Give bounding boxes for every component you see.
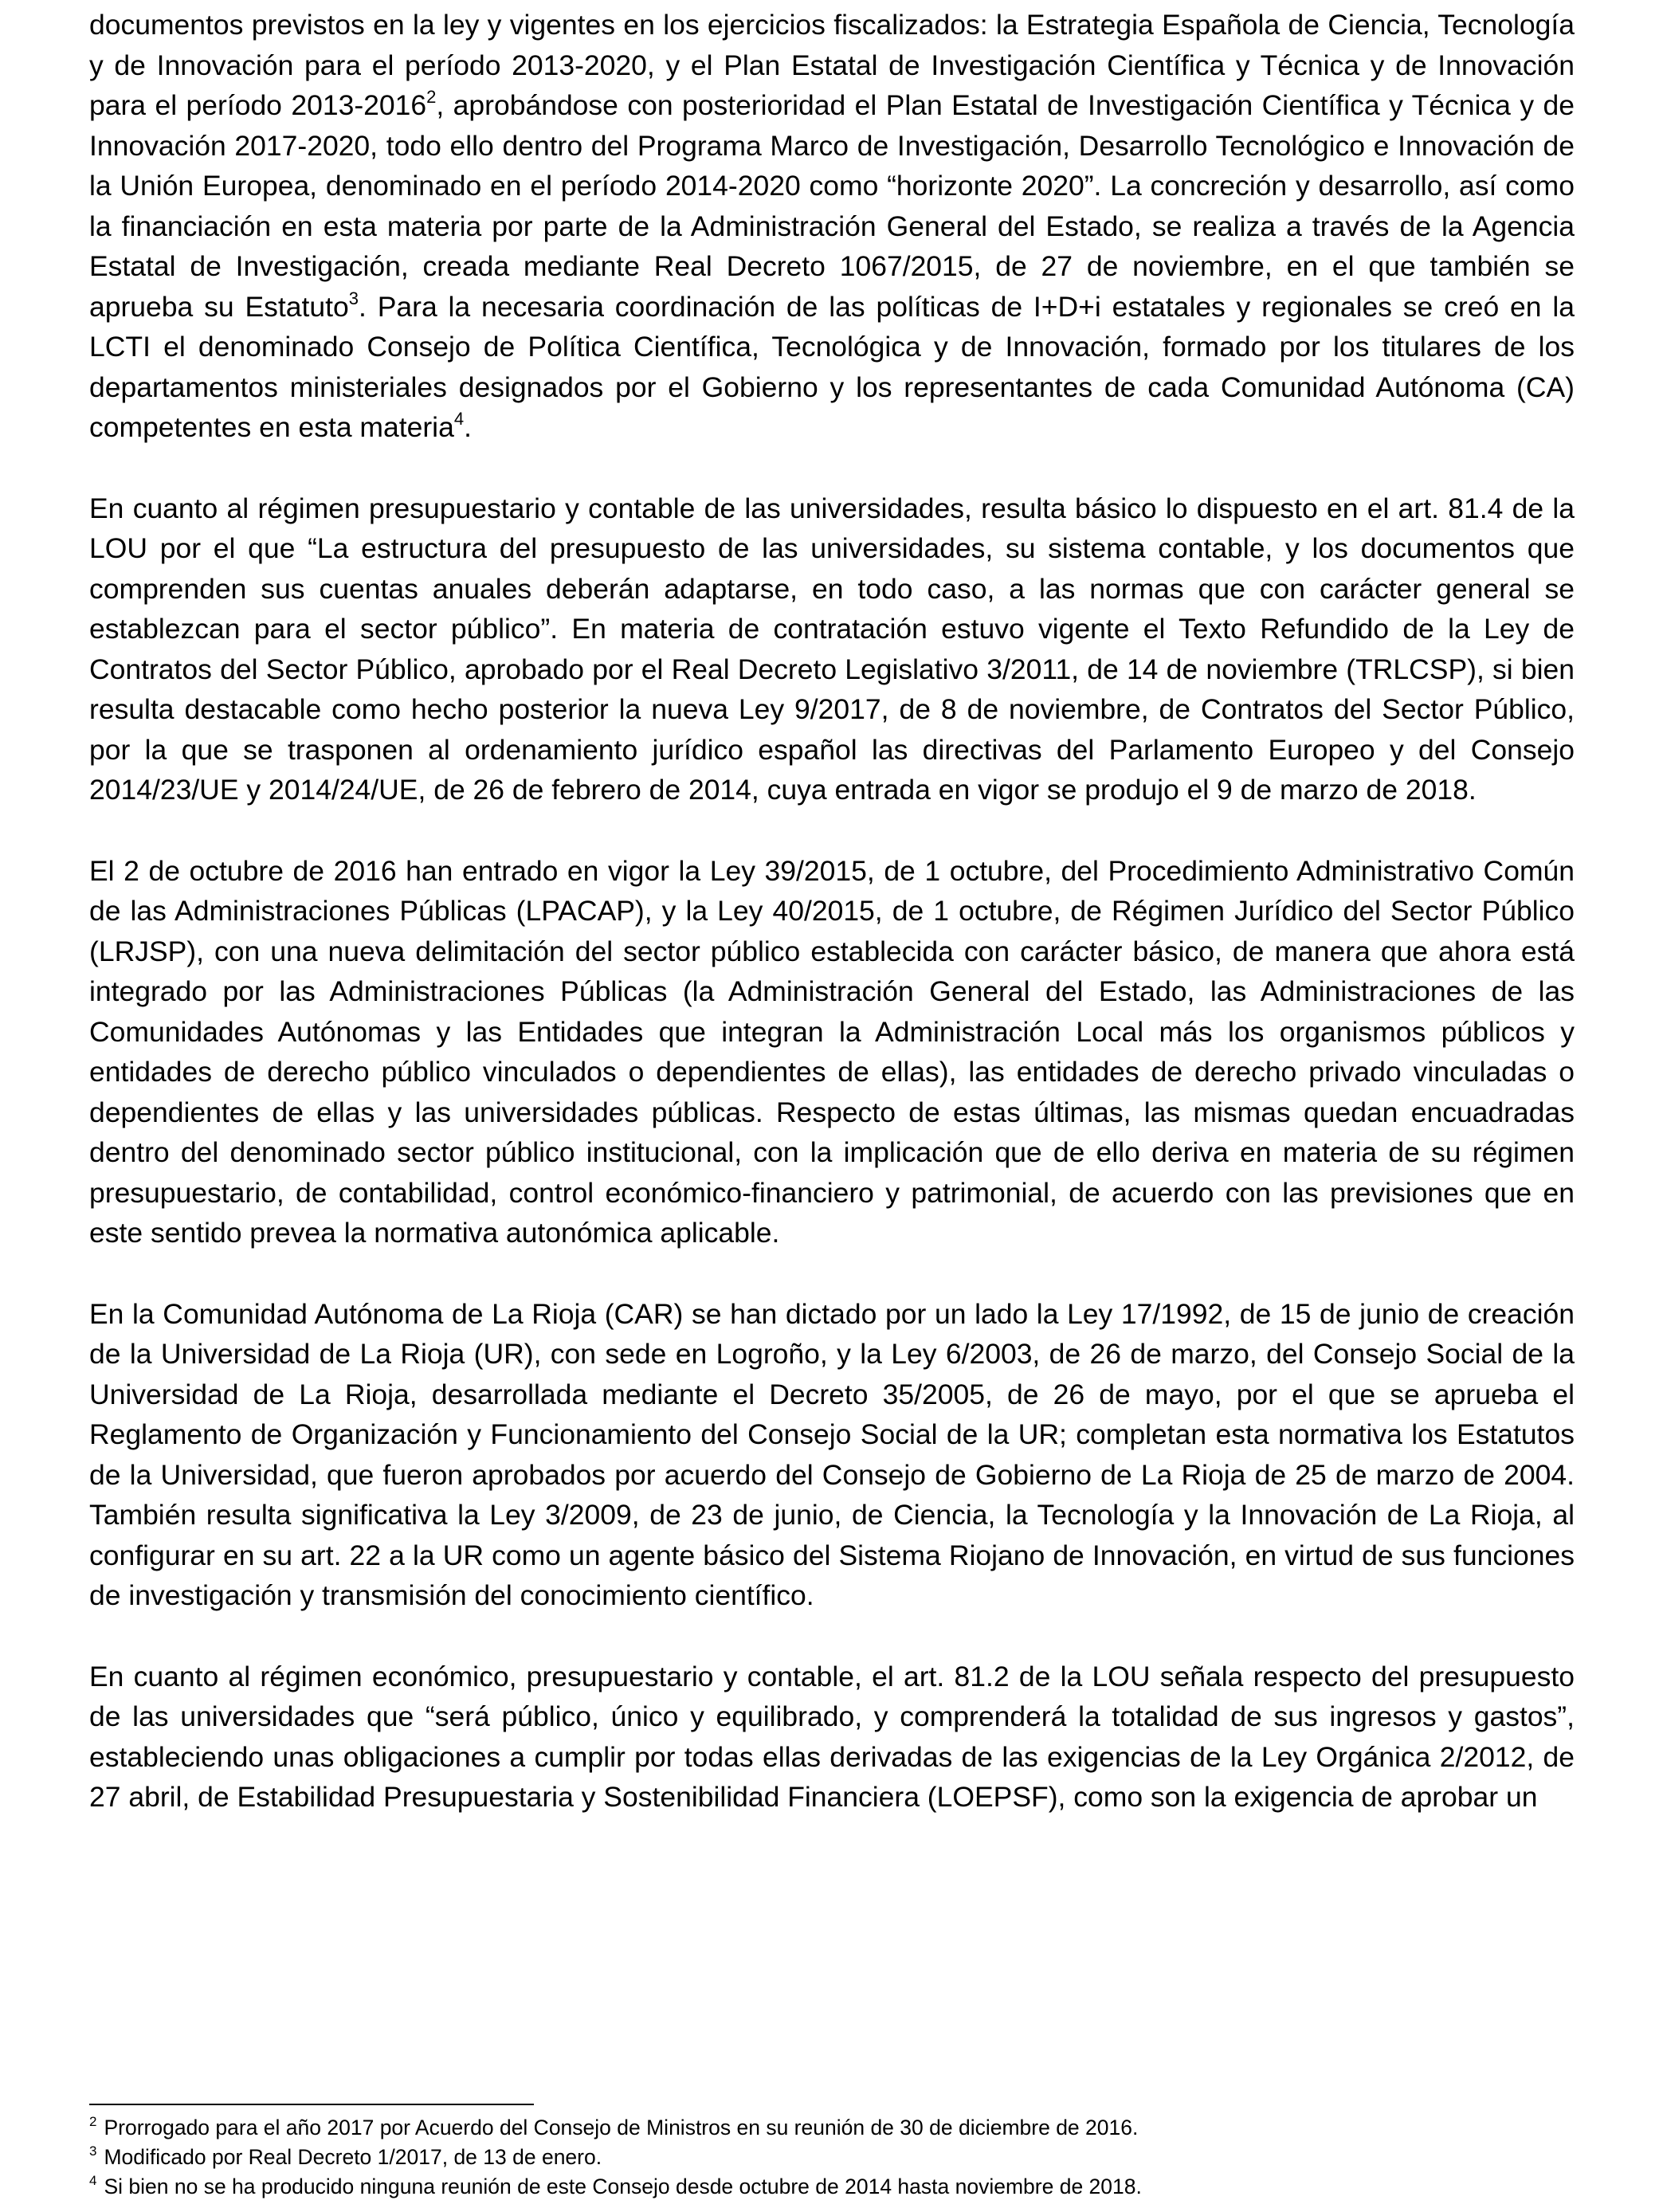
footnote <box>89 2113 1575 2143</box>
paragraph-text: En la Comunidad Autónoma de La Rioja (CAR) se han dictado por un lado la Ley 17/1992, de 15 de junio de creación de la Universidad de La Rioja (UR), con sede en Logroño, y la Ley 6/2003, de 26 de marzo, del Consejo Social de la Universidad de La Rioja, desarrollada mediante el Decreto 35/2005, de 26 de mayo, por el que se aprueba el Reglamento de Organización y Funcionamiento del Consejo Social de la UR; completan esta normativa los Estatutos de la Universidad, que fueron aprobados por acuerdo del Consejo de Gobierno de La Rioja de 25 de marzo de 2004. También resulta significativa la Ley 3/2009, de 23 de junio, de Ciencia, la Tecnología y la Innovación de La Rioja, al configurar en su art. 22 a la UR como un agente básico del Sistema Riojano de Innovación, en virtud de sus funciones de investigación y transmisión del conocimiento científico. <box>89 1297 1575 1611</box>
paragraph-text: El 2 de octubre de 2016 han entrado en vigor la Ley 39/2015, de 1 octubre, del Procedimiento Administrativo Común de las Administraciones Públicas (LPACAP), y la Ley 40/2015, de 1 octubre, de Régimen Jurídico del Sector Público (LRJSP), con una nueva delimitación del sector público establecida con carácter básico, de manera que ahora está integrado por las Administraciones Públicas (la Administración General del Estado, las Administraciones de las Comunidades Autónomas y las Entidades que integran la Administración Local más los organismos públicos y entidades de derecho público vinculados o dependientes de ellas), las entidades de derecho privado vinculadas o dependientes de ellas y las universidades públicas. Respecto de estas últimas, las mismas quedan encuadradas dentro del denominado sector público institucional, con la implicación que de ello deriva en materia de su régimen presupuestario, de contabilidad, control económico-financiero y patrimonial, de acuerdo con las previsiones que en este sentido prevea la normativa autonómica aplicable. <box>89 854 1575 1249</box>
document-page <box>89 0 1575 2212</box>
paragraph <box>89 5 1575 448</box>
footnotes <box>89 2113 1575 2202</box>
footnote-text: Modificado por Real Decreto 1/2017, de 13 de enero. <box>104 2145 602 2169</box>
footnote-text: Si bien no se ha producido ninguna reunión de este Consejo desde octubre de 2014 hasta noviembre de 2018. <box>104 2175 1142 2198</box>
paragraph-text: En cuanto al régimen económico, presupuestario y contable, el art. 81.2 de la LOU señala respecto del presupuesto de las universidades que “será público, único y equilibrado, y comprenderá la totalidad de sus ingresos y gastos”, estableciendo unas obligaciones a cumplir por todas ellas derivadas de las exigencias de la Ley Orgánica 2/2012, de 27 abril, de Estabilidad Presupuestaria y Sostenibilidad Financiera (LOEPSF), como son la exigencia de aprobar un <box>89 1660 1575 1813</box>
footnote <box>89 2143 1575 2172</box>
paragraph-text: documentos previstos en la ley y vigentes en los ejercicios fiscalizados: la Estrategia Española de Ciencia, Tecnología y de Innovación para el período 2013-2020, y el Plan Estatal de Investigación Científica y Técnica y de Innovación para el período 2013-2016 <box>89 9 1575 121</box>
paragraph <box>89 1657 1575 1818</box>
footnote-reference: 3 <box>348 288 359 308</box>
paragraph <box>89 851 1575 1253</box>
body-text <box>89 5 1575 1858</box>
footnote-text: Prorrogado para el año 2017 por Acuerdo del Consejo de Ministros en su reunión de 30 de diciembre de 2016. <box>104 2116 1139 2139</box>
footnote-reference: 4 <box>453 409 465 429</box>
footnote-number: 4 <box>89 2173 97 2189</box>
footnote-number: 2 <box>89 2114 97 2130</box>
paragraph <box>89 1294 1575 1616</box>
paragraph <box>89 488 1575 810</box>
paragraph-text: . <box>464 411 472 443</box>
paragraph-text: , aprobándose con posterioridad el Plan Estatal de Investigación Científica y Técnica y de Innovación 2017-2020, todo ello dentro del Programa Marco de Investigación, Desarrollo Tecnológico e Innovación de la Unión Europea, denominado en el período 2014-2020 como “horizonte 2020”. La concreción y desarrollo, así como la financiación en esta materia por parte de la Administración General del Estado, se realiza a través de la Agencia Estatal de Investigación, creada mediante Real Decreto 1067/2015, de 27 de noviembre, en el que también se aprueba su Estatuto <box>89 89 1575 323</box>
footnote-number: 3 <box>89 2143 97 2159</box>
paragraph-text: . Para la necesaria coordinación de las políticas de I+D+i estatales y regionales se creó en la LCTI el denominado Consejo de Política Científica, Tecnológica y de Innovación, formado por los titulares de los departamentos ministeriales designados por el Gobierno y los representantes de cada Comunidad Autónoma (CA) competentes en esta materia <box>89 290 1575 443</box>
footnote <box>89 2172 1575 2202</box>
paragraph-text: En cuanto al régimen presupuestario y contable de las universidades, resulta básico lo dispuesto en el art. 81.4 de la LOU por el que “La estructura del presupuesto de las universidades, su sistema contable, y los documentos que comprenden sus cuentas anuales deberán adaptarse, en todo caso, a las normas que con carácter general se establezcan para el sector público”. En materia de contratación estuvo vigente el Texto Refundido de la Ley de Contratos del Sector Público, aprobado por el Real Decreto Legislativo 3/2011, de 14 de noviembre (TRLCSP), si bien resulta destacable como hecho posterior la nueva Ley 9/2017, de 8 de noviembre, de Contratos del Sector Público, por la que se trasponen al ordenamiento jurídico español las directivas del Parlamento Europeo y del Consejo 2014/23/UE y 2014/24/UE, de 26 de febrero de 2014, cuya entrada en vigor se produjo el 9 de marzo de 2018. <box>89 492 1575 806</box>
footnote-reference: 2 <box>426 87 437 108</box>
footnote-separator <box>89 2104 534 2105</box>
